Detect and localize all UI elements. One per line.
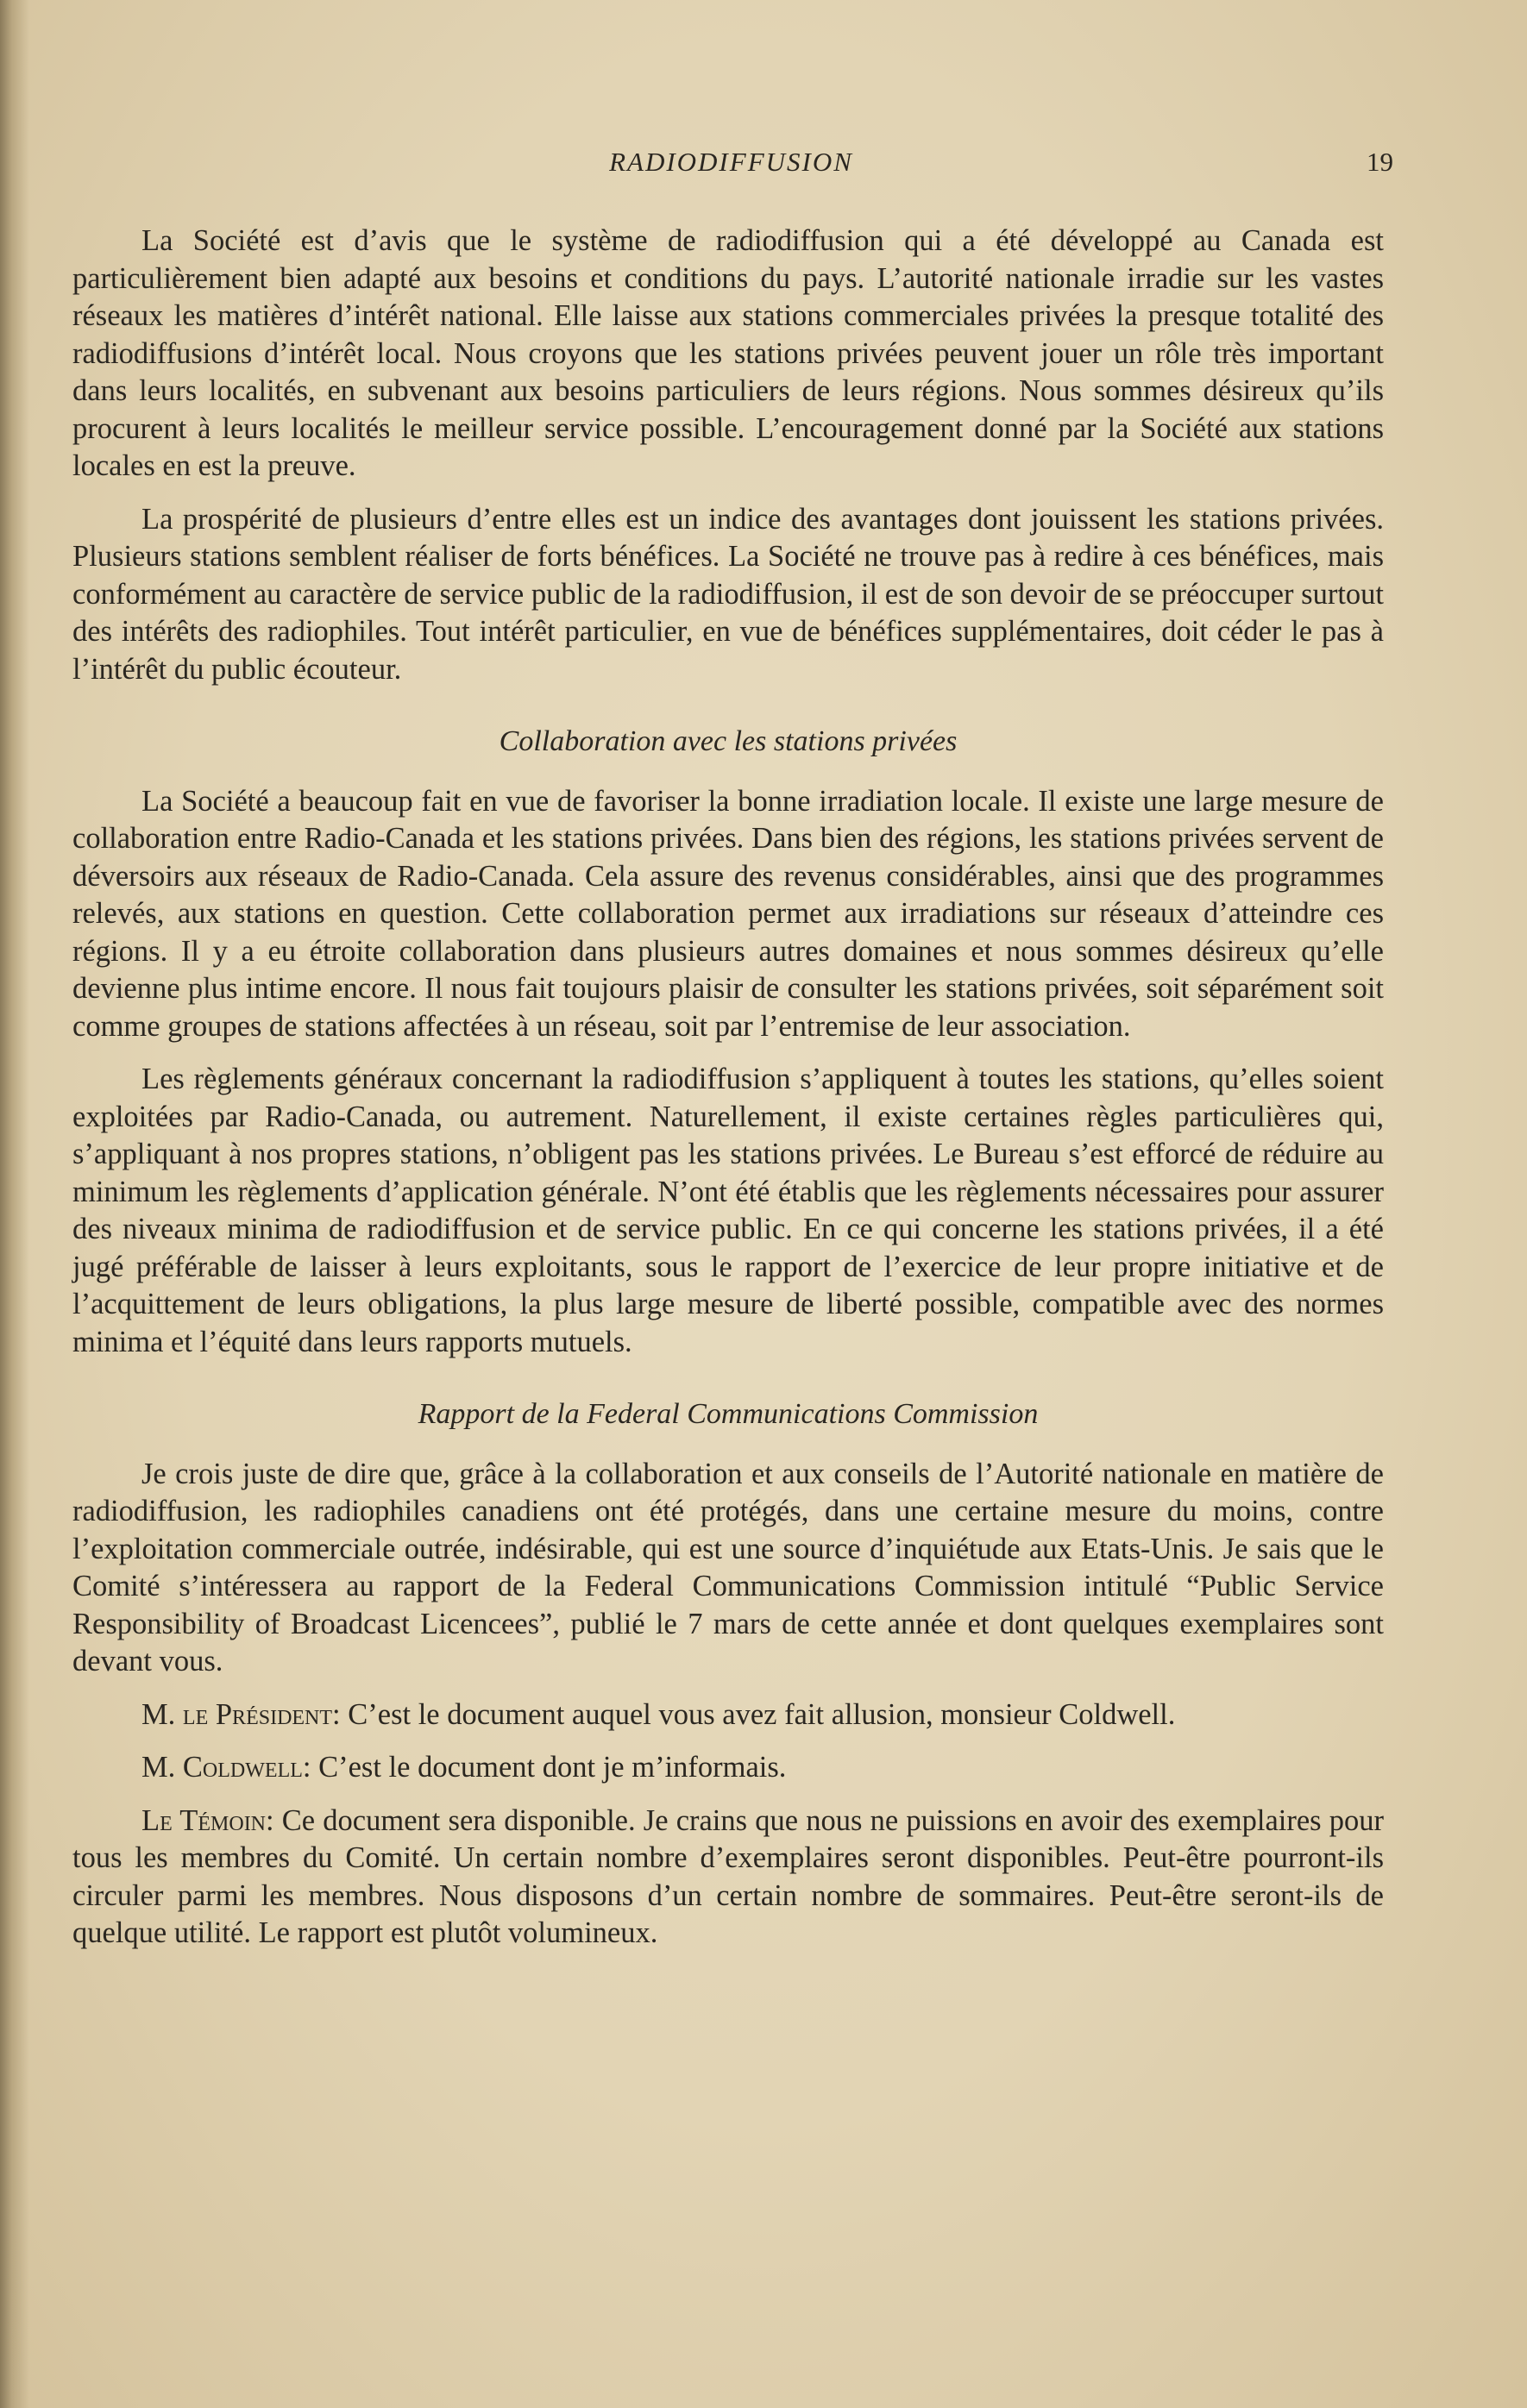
paragraph-2: La prospérité de plusieurs d’entre elles est un indice des avantages dont jouissent les stations privées. Plusieurs stations semblent réaliser de forts bénéfices. La Société ne trouve pas à redire à ces bénéfices, mais conformément au caractère de service public de la radiodiffusion, il est de son devoir de se préoccuper surtout des intérêts des radiophiles. Tout intérêt particulier, en vue de bénéfices supplémentaires, doit céder le pas à l’intérêt du public écouteur. <box>72 502 1384 686</box>
page-body <box>72 223 1384 1968</box>
page-number: 19 <box>1367 147 1393 177</box>
paragraph-1: La Société est d’avis que le système de radiodiffusion qui a été développé au Canada est particulièrement bien adapté aux besoins et conditions du pays. L’autorité nationale irradie sur les vastes réseaux les matières d’intérêt national. Elle laisse aux stations commerciales privées la presque totalité des radiodiffusions d’intérêt local. Nous croyons que les stations privées peuvent jouer un rôle très important dans leurs localités, en subvenant aux besoins particuliers de leurs régions. Nous sommes désireux qu’ils procurent à leurs localités le meilleur service possible. L’encouragement donné par la Société aux stations locales en est la preuve. <box>72 224 1384 482</box>
section-heading-fcc-report: Rapport de la Federal Communications Commission <box>418 1398 1039 1430</box>
dialogue-president-text: C’est le document auquel vous avez fait allusion, monsieur Coldwell. <box>348 1697 1176 1731</box>
dialogue-coldwell <box>72 1749 1384 1787</box>
speaker-president: M. le Président: <box>141 1697 341 1731</box>
binding-shadow <box>0 0 29 2408</box>
dialogue-witness-text: Ce document sera disponible. Je crains que nous ne puissions en avoir des exemplaires pour tous les membres du Comité. Un certain nombre d’exemplaires seront disponibles. Peut-être pourront-ils circuler parmi les membres. Nous disposons d’un certain nombre de sommaires. Peut-être seront-ils de quelque utilité. Le rapport est plutôt volumineux. <box>72 1803 1384 1949</box>
paragraph-4: Les règlements généraux concernant la radiodiffusion s’appliquent à toutes les stations, qu’elles soient exploitées par Radio-Canada, ou autrement. Naturellement, il existe certaines règles particulières qui, s’appliquant à nos propres stations, n’obligent pas les stations privées. Le Bureau s’est efforcé de réduire au minimum les règlements d’application générale. N’ont été établis que les règlements nécessaires pour assurer des niveaux minima de radiodiffusion et de service public. En ce qui concerne les stations privées, il a été jugé préférable de laisser à leurs exploitants, sous le rapport de l’exercice de leur propre initiative et de l’acquittement de leurs obligations, la plus large mesure de liberté possible, compatible avec des normes minima et l’équité dans leurs rapports mutuels. <box>72 1063 1384 1358</box>
dialogue-witness <box>72 1803 1384 1953</box>
paragraph-5: Je crois juste de dire que, grâce à la collaboration et aux conseils de l’Autorité nationale en matière de radiodiffusion, les radiophiles canadiens ont été protégés, dans une certaine mesure du moins, contre l’exploitation commerciale outrée, indésirable, qui est une source d’inquiétude aux Etats-Unis. Je sais que le Comité s’intéressera au rapport de la Federal Communications Commission intitulé “Public Service Responsibility of Broadcast Licencees”, publié le 7 mars de cette année et dont quelques exemplaires sont devant vous. <box>72 1457 1384 1677</box>
running-head: RADIODIFFUSION <box>609 147 853 177</box>
speaker-coldwell: M. Coldwell: <box>141 1751 311 1784</box>
paragraph-3: La Société a beaucoup fait en vue de favoriser la bonne irradiation locale. Il existe une large mesure de collaboration entre Radio-Canada et les stations privées. Dans bien des régions, les stations privées servent de déversoirs aux réseaux de Radio-Canada. Cela assure des revenus considérables, ainsi que des programmes relevés, aux stations en question. Cette collaboration permet aux irradiations sur réseaux d’atteindre ces régions. Il y a eu étroite collaboration dans plusieurs autres domaines et nous sommes désireux qu’elle devienne plus intime encore. Il nous fait toujours plaisir de consulter les stations privées, soit séparément soit comme groupes de stations affectées à un réseau, soit par l’entremise de leur association. <box>72 784 1384 1043</box>
dialogue-president <box>72 1696 1384 1734</box>
speaker-witness: Le Témoin: <box>141 1803 274 1837</box>
section-heading-collaboration: Collaboration avec les stations privées <box>499 725 958 757</box>
dialogue-coldwell-text: C’est le document dont je m’informais. <box>318 1751 787 1784</box>
page-header <box>69 147 1393 190</box>
